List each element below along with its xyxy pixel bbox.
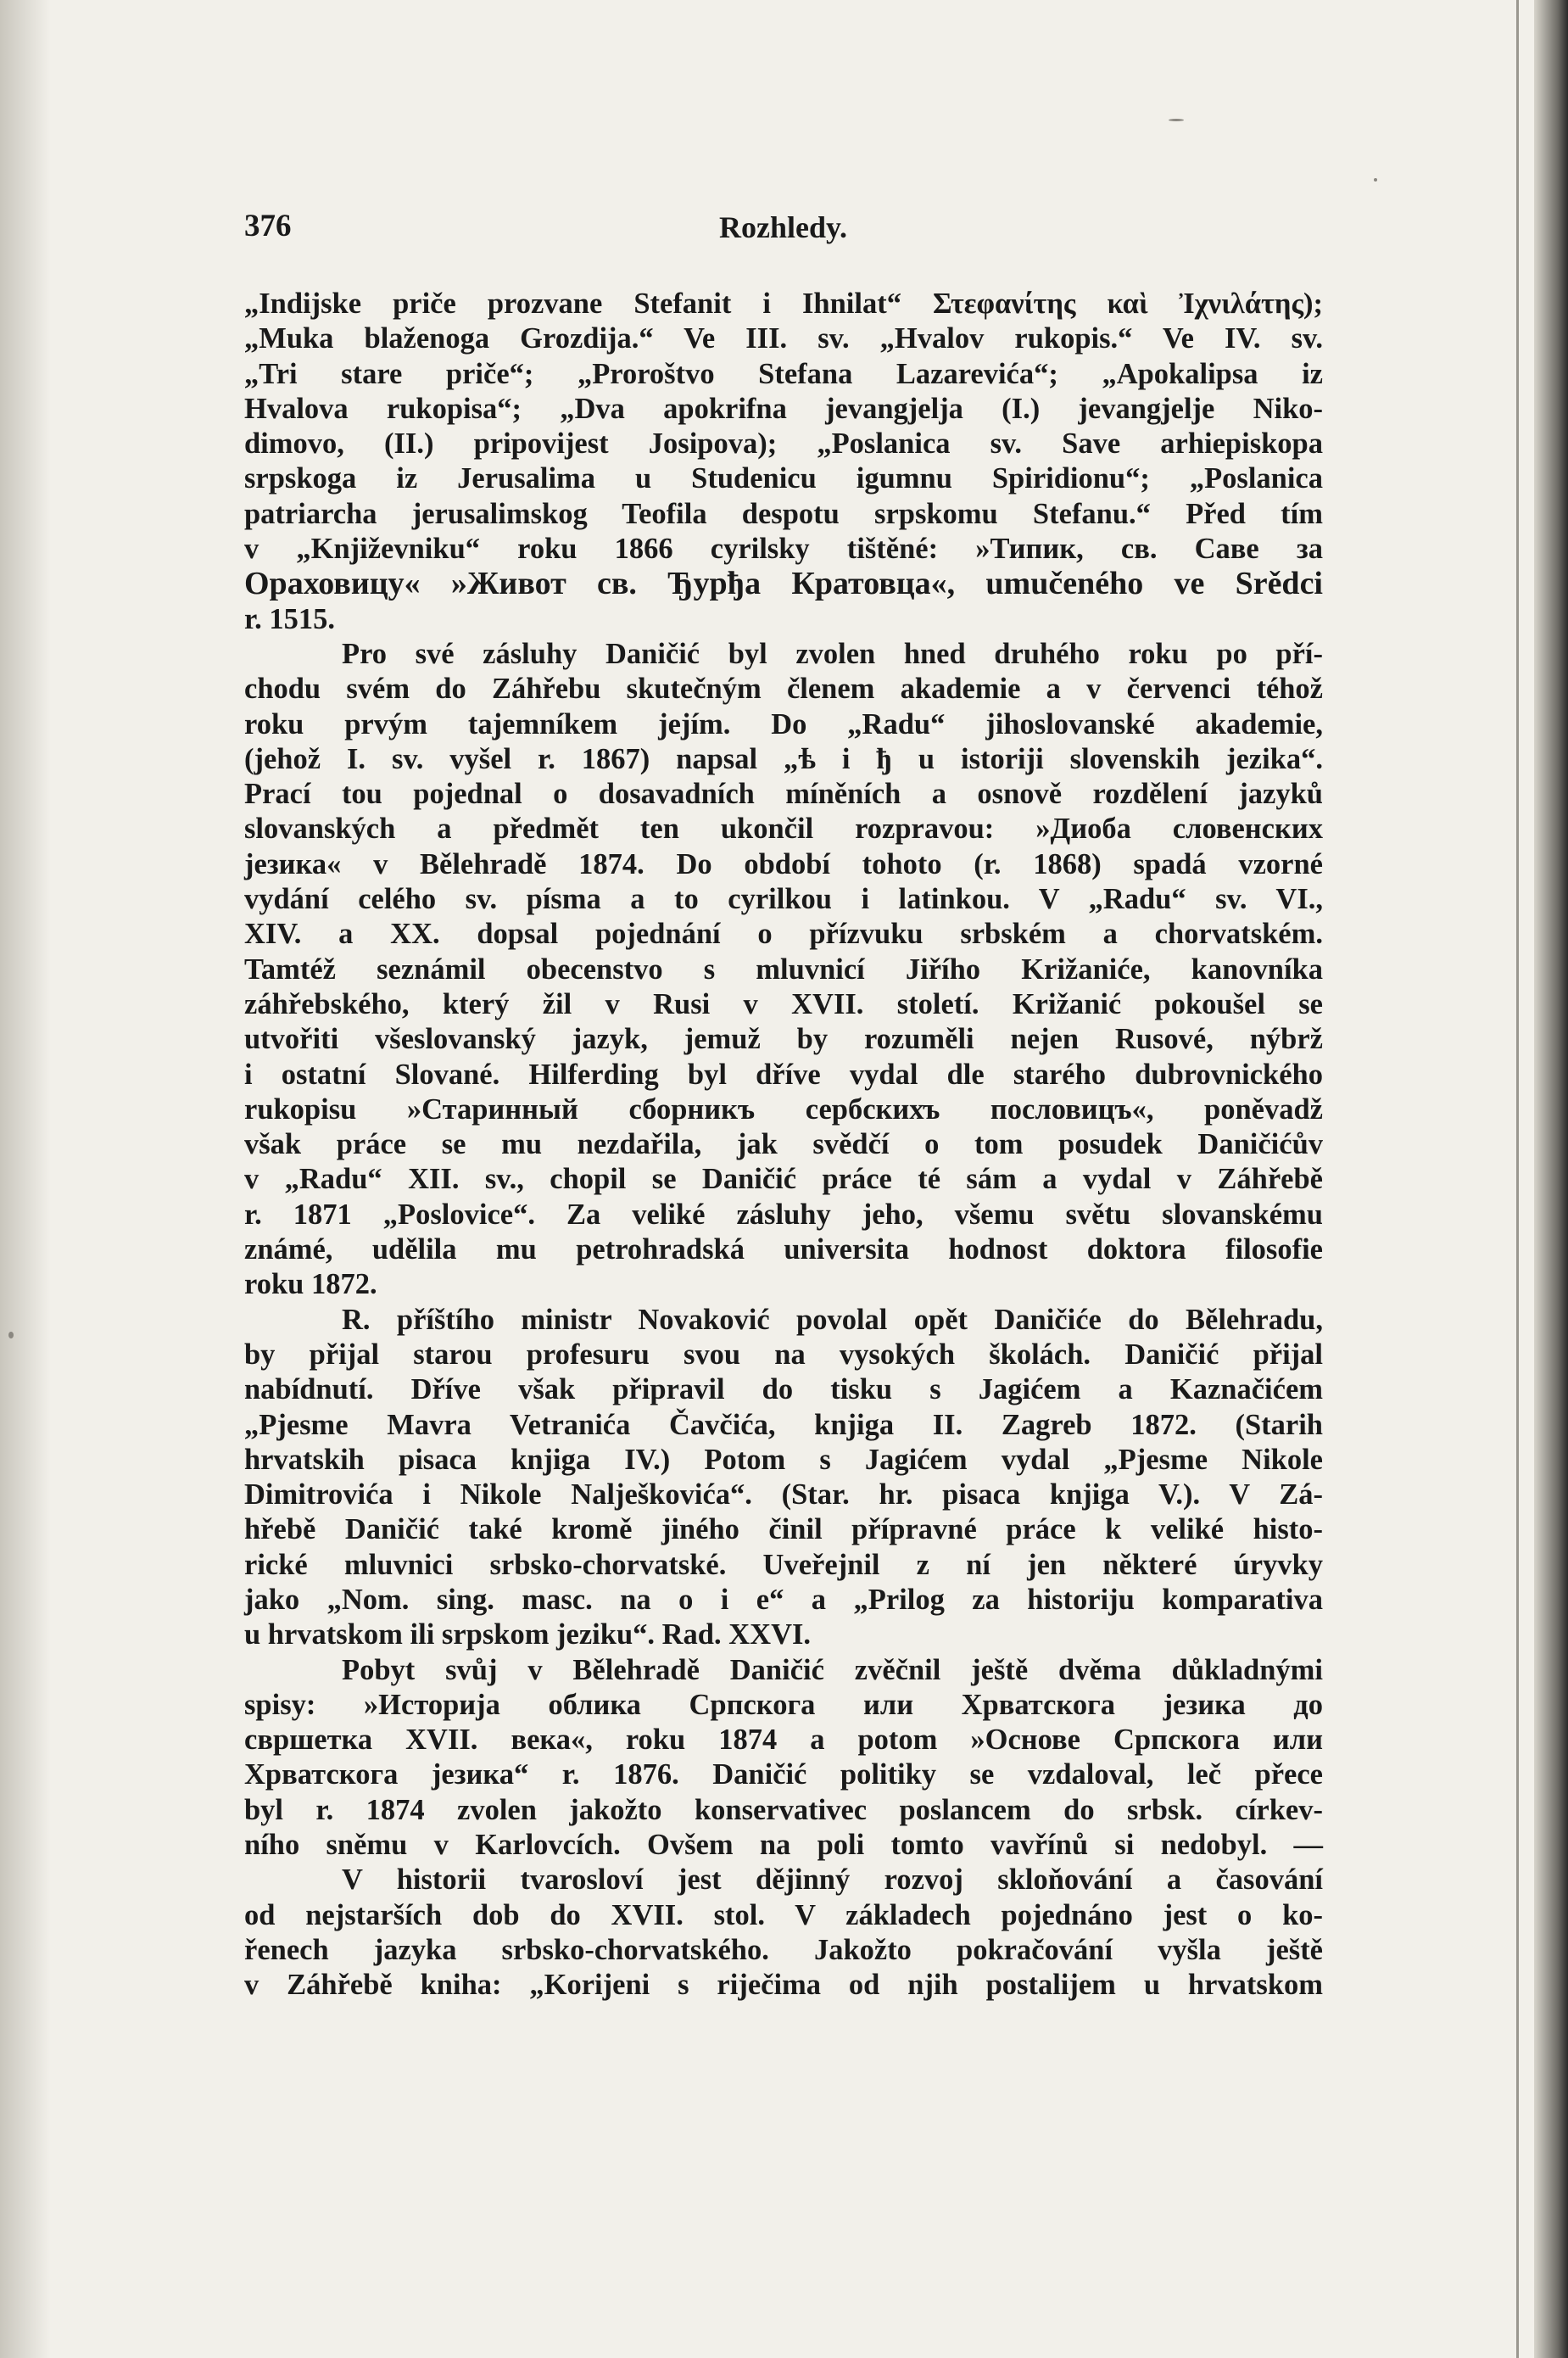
- text-line: „Pjesme Mavra Vetranića Čavčića, knjiga II. Zagreb 1872. (Starih: [244, 1408, 1323, 1441]
- text-line: v „Radu“ XII. sv., chopil se Daničić práce té sám a vydal v Záhřebě: [244, 1163, 1323, 1196]
- paper-speck: [1374, 178, 1377, 182]
- text-line: „Muka blaženoga Grozdija.“ Ve III. sv. „Hvalov rukopis.“ Ve IV. sv.: [244, 322, 1323, 355]
- text-line: i ostatní Slované. Hilferding byl dříve vydal dle starého dubrovnického: [244, 1058, 1323, 1091]
- text-line: roku prvým tajemníkem jejím. Do „Radu“ jihoslovanské akademie,: [244, 707, 1323, 740]
- text-line: Pro své zásluhy Daničić byl zvolen hned druhého roku po pří-: [342, 637, 1323, 670]
- text-line: Ораховицу« »Живот св. Ђурђа Кратовца«, umučeného ve Srědci: [244, 566, 1323, 602]
- text-line: dimovo, (II.) pripovijest Josipova); „Poslanica sv. Save arhiepiskopa: [244, 427, 1323, 461]
- text-line: Tamtéž seznámil obecenstvo s mluvnicí Jiřího Križaniće, kanovníka: [244, 953, 1323, 986]
- text-line: ního sněmu v Karlovcích. Ovšem na poli tomto vavřínů si nedobyl. —: [244, 1829, 1323, 1862]
- page-header: [244, 208, 1323, 250]
- text-line: nabídnutí. Dříve však připravil do tisku s Jagićem a Kaznačićem: [244, 1373, 1323, 1406]
- text-line: jako „Nom. sing. masc. na o i e“ a „Prilog za historiju komparativa: [244, 1583, 1323, 1616]
- page-number: 376: [244, 209, 292, 243]
- text-line: свршетка XVII. века«, roku 1874 a potom »Основе Српскога или: [244, 1724, 1323, 1757]
- page-edge-line: [1516, 0, 1519, 2358]
- text-line: však práce se mu nezdařila, jak svědčí o tom posudek Daničićův: [244, 1128, 1323, 1161]
- text-line: od nejstarších dob do XVII. stol. V základech pojednáno jest o ko-: [244, 1898, 1323, 1931]
- text-line: r. 1515.: [244, 602, 336, 635]
- text-line: u hrvatskom ili srpskom jeziku“. Rad. XXVI.: [244, 1618, 812, 1651]
- paper-speck: [1169, 119, 1184, 121]
- text-line: chodu svém do Záhřebu skutečným členem akademie a v červenci téhož: [244, 673, 1323, 706]
- text-line: Pobyt svůj v Bělehradě Daničić zvěčnil ještě dvěma důkladnými: [342, 1653, 1323, 1686]
- text-line: (jehož I. sv. vyšel r. 1867) napsal „ѣ i ђ u istoriji slovenskih jezika“.: [244, 742, 1323, 775]
- text-line: XIV. a XX. dopsal pojednání o přízvuku srbském a chorvatském.: [244, 918, 1323, 951]
- text-line: utvořiti všeslovanský jazyk, jemuž by rozuměli nejen Rusové, nýbrž: [244, 1023, 1323, 1056]
- text-line: Hvalova rukopisa“; „Dva apokrifna jevangjelja (I.) jevangjelje Niko-: [244, 392, 1323, 425]
- page-shadow-left: [0, 0, 51, 2358]
- text-line: v „Književniku“ roku 1866 cyrilsky tištěné: »Типик, св. Саве за: [244, 533, 1323, 566]
- text-line: vydání celého sv. písma a to cyrilkou i latinkou. V „Radu“ sv. VI.,: [244, 883, 1323, 916]
- text-line: R. příštího ministr Novaković povolal opět Daničiće do Bělehradu,: [342, 1303, 1323, 1336]
- text-line: језика« v Bělehradě 1874. Do období tohoto (r. 1868) spadá vzorné: [244, 847, 1323, 880]
- text-line: byl r. 1874 zvolen jakožto konservativec poslancem do srbsk. církev-: [244, 1793, 1323, 1826]
- text-line: Prací tou pojednal o dosavadních míněních a osnově rozdělení jazyků: [244, 778, 1323, 811]
- text-line: V historii tvarosloví jest dějinný rozvoj skloňování a časování: [342, 1863, 1323, 1897]
- text-line: v Záhřebě kniha: „Korijeni s riječima od njih postalijem u hrvatskom: [244, 1969, 1323, 2002]
- text-body: [244, 287, 1323, 2003]
- text-line: by přijal starou profesuru svou na vysokých školách. Daničić přijal: [244, 1338, 1323, 1371]
- text-line: rické mluvnici srbsko-chorvatské. Uveřejnil z ní jen některé úryvky: [244, 1548, 1323, 1581]
- text-line: r. 1871 „Poslovice“. Za veliké zásluhy jeho, všemu světu slovanskému: [244, 1198, 1323, 1231]
- text-line: „Tri stare priče“; „Proroštvo Stefana Lazarevića“; „Apokalipsa iz: [244, 357, 1323, 390]
- paper-speck: [8, 1332, 14, 1338]
- text-line: „Indijske priče prozvane Stefanit i Ihnilat“ Στεφανίτης καὶ Ἰχνιλάτης);: [244, 288, 1323, 320]
- page-edge-right: [1534, 0, 1568, 2358]
- text-line: slovanských a předmět ten ukončil rozpravou: »Диоба словенских: [244, 813, 1323, 846]
- text-line: Хрватскога језика“ r. 1876. Daničić politiky se vzdaloval, leč přece: [244, 1758, 1323, 1791]
- text-line: hrvatskih pisaca knjiga IV.) Potom s Jagićem vydal „Pjesme Nikole: [244, 1443, 1323, 1476]
- text-line: Dimitrovića i Nikole Nalješkovića“. (Star. hr. pisaca knjiga V.). V Zá-: [244, 1478, 1323, 1511]
- text-line: hřebě Daničić také kromě jiného činil přípravné práce k veliké histo-: [244, 1513, 1323, 1546]
- text-line: roku 1872.: [244, 1268, 377, 1301]
- text-line: rukopisu »Старинный сборникъ сербскихъ пословицъ«, poněvadž: [244, 1092, 1323, 1126]
- text-line: spisy: »Историја облика Српскога или Хрватскога језика до: [244, 1688, 1323, 1721]
- text-line: srpskoga iz Jerusalima u Studenicu igumnu Spiridionu“; „Poslanica: [244, 462, 1323, 495]
- running-head: Rozhledy.: [719, 210, 848, 244]
- text-line: známé, udělila mu petrohradská universita hodnost doktora filosofie: [244, 1233, 1323, 1266]
- text-line: patriarcha jerusalimskog Teofila despotu srpskomu Stefanu.“ Před tím: [244, 497, 1323, 530]
- text-line: záhřebského, který žil v Rusi v XVII. století. Križanić pokoušel se: [244, 987, 1323, 1020]
- text-line: řenech jazyka srbsko-chorvatského. Jakožto pokračování vyšla ještě: [244, 1933, 1323, 1966]
